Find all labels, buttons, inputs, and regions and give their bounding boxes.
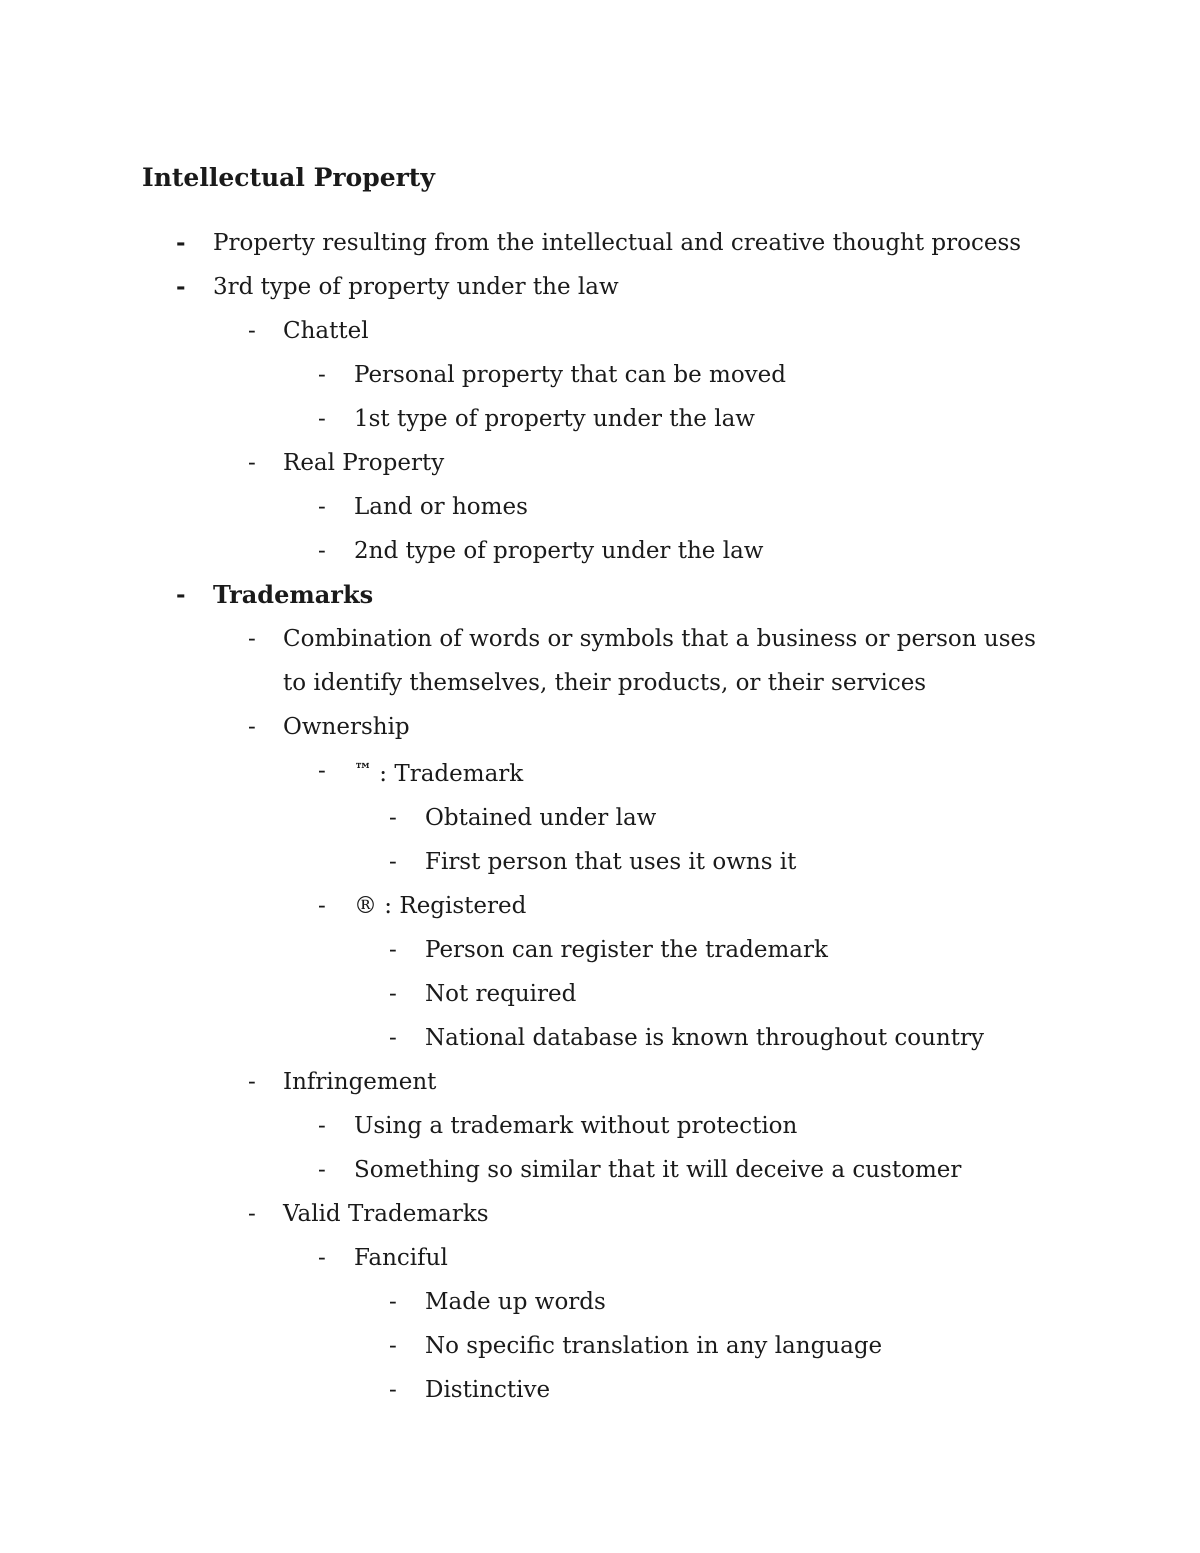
outline-item-text: Something so similar that it will deceive a customer bbox=[354, 1157, 962, 1183]
bullet-dash: - bbox=[318, 1113, 326, 1139]
bullet-dash: - bbox=[248, 318, 256, 344]
bullet-dash: - bbox=[389, 981, 397, 1007]
outline-item-text: No specific translation in any language bbox=[425, 1333, 883, 1359]
outline-item-level-4 bbox=[0, 1280, 1200, 1324]
outline-item-text: Land or homes bbox=[354, 494, 528, 520]
outline-item-text: 1st type of property under the law bbox=[354, 406, 755, 432]
outline-item-level-4 bbox=[0, 796, 1200, 840]
notes-outline bbox=[0, 221, 1200, 1412]
bullet-dash: - bbox=[389, 1025, 397, 1051]
bullet-dash: - bbox=[389, 1333, 397, 1359]
outline-item-level-2 bbox=[0, 705, 1200, 749]
bullet-dash: - bbox=[318, 406, 326, 432]
outline-item-level-4 bbox=[0, 840, 1200, 884]
bullet-dash: - bbox=[176, 581, 186, 608]
outline-item-text: Combination of words or symbols that a business or person uses to identify themselves, their products, or their services bbox=[283, 626, 1036, 696]
outline-item-text: Trademarks bbox=[213, 580, 374, 609]
document-title: Intellectual Property bbox=[142, 163, 435, 192]
bullet-dash: - bbox=[318, 758, 326, 784]
bullet-dash: - bbox=[248, 714, 256, 740]
outline-item-level-3 bbox=[0, 397, 1200, 441]
bullet-dash: - bbox=[318, 1157, 326, 1183]
outline-item-text: Real Property bbox=[283, 450, 445, 476]
bullet-dash: - bbox=[318, 893, 326, 919]
outline-item-level-3 bbox=[0, 884, 1200, 928]
bullet-dash: - bbox=[176, 273, 186, 300]
outline-item-level-2 bbox=[0, 1060, 1200, 1104]
outline-item-level-4 bbox=[0, 928, 1200, 972]
outline-item-text: 2nd type of property under the law bbox=[354, 538, 764, 564]
bullet-dash: - bbox=[389, 1289, 397, 1315]
bullet-dash: - bbox=[389, 805, 397, 831]
trademark-symbol: ™ bbox=[354, 760, 372, 781]
bullet-dash: - bbox=[318, 538, 326, 564]
outline-item-text: Property resulting from the intellectual and creative thought process bbox=[213, 230, 1022, 256]
outline-item-level-2 bbox=[0, 1192, 1200, 1236]
outline-item-level-1 bbox=[0, 221, 1200, 265]
outline-item-level-4 bbox=[0, 972, 1200, 1016]
outline-item-level-3 bbox=[0, 749, 1200, 796]
outline-item-text: Infringement bbox=[283, 1069, 437, 1095]
outline-item-text: Personal property that can be moved bbox=[354, 362, 787, 388]
bullet-dash: - bbox=[318, 494, 326, 520]
bullet-dash: - bbox=[176, 229, 186, 256]
outline-item-text: National database is known throughout country bbox=[425, 1025, 984, 1051]
outline-item-text: Not required bbox=[425, 981, 577, 1007]
outline-item-level-3 bbox=[0, 353, 1200, 397]
outline-item-level-4 bbox=[0, 1368, 1200, 1412]
bullet-dash: - bbox=[389, 937, 397, 963]
outline-item-level-3 bbox=[0, 1148, 1200, 1192]
outline-item-level-1 bbox=[0, 265, 1200, 309]
bullet-dash: - bbox=[248, 1201, 256, 1227]
bullet-dash: - bbox=[248, 1069, 256, 1095]
outline-item-text bbox=[354, 749, 1200, 796]
outline-item-text: Made up words bbox=[425, 1289, 606, 1315]
outline-item-level-2 bbox=[0, 309, 1200, 353]
outline-item-level-3 bbox=[0, 529, 1200, 573]
outline-item-level-1 bbox=[0, 573, 1200, 617]
outline-item-text: 3rd type of property under the law bbox=[213, 274, 619, 300]
bullet-dash: - bbox=[318, 362, 326, 388]
outline-item-level-3 bbox=[0, 485, 1200, 529]
outline-item-text: Ownership bbox=[283, 714, 410, 740]
outline-item-level-4 bbox=[0, 1324, 1200, 1368]
outline-item-level-2 bbox=[0, 441, 1200, 485]
outline-item-text: Valid Trademarks bbox=[283, 1201, 489, 1227]
outline-item-level-4 bbox=[0, 1016, 1200, 1060]
outline-item-label: : Trademark bbox=[372, 761, 524, 787]
outline-item-level-2 bbox=[0, 617, 1200, 705]
outline-item-level-3 bbox=[0, 1236, 1200, 1280]
bullet-dash: - bbox=[389, 1377, 397, 1403]
outline-item-level-3 bbox=[0, 1104, 1200, 1148]
bullet-dash: - bbox=[248, 450, 256, 476]
outline-item-text: ® : Registered bbox=[354, 893, 527, 919]
outline-item-text: Fanciful bbox=[354, 1245, 448, 1271]
bullet-dash: - bbox=[248, 626, 256, 652]
bullet-dash: - bbox=[389, 849, 397, 875]
outline-item-text: Using a trademark without protection bbox=[354, 1113, 798, 1139]
outline-item-text: First person that uses it owns it bbox=[425, 849, 797, 875]
outline-item-text: Person can register the trademark bbox=[425, 937, 828, 963]
outline-item-text: Obtained under law bbox=[425, 805, 657, 831]
outline-item-text: Distinctive bbox=[425, 1377, 551, 1403]
outline-item-text: Chattel bbox=[283, 318, 369, 344]
bullet-dash: - bbox=[318, 1245, 326, 1271]
